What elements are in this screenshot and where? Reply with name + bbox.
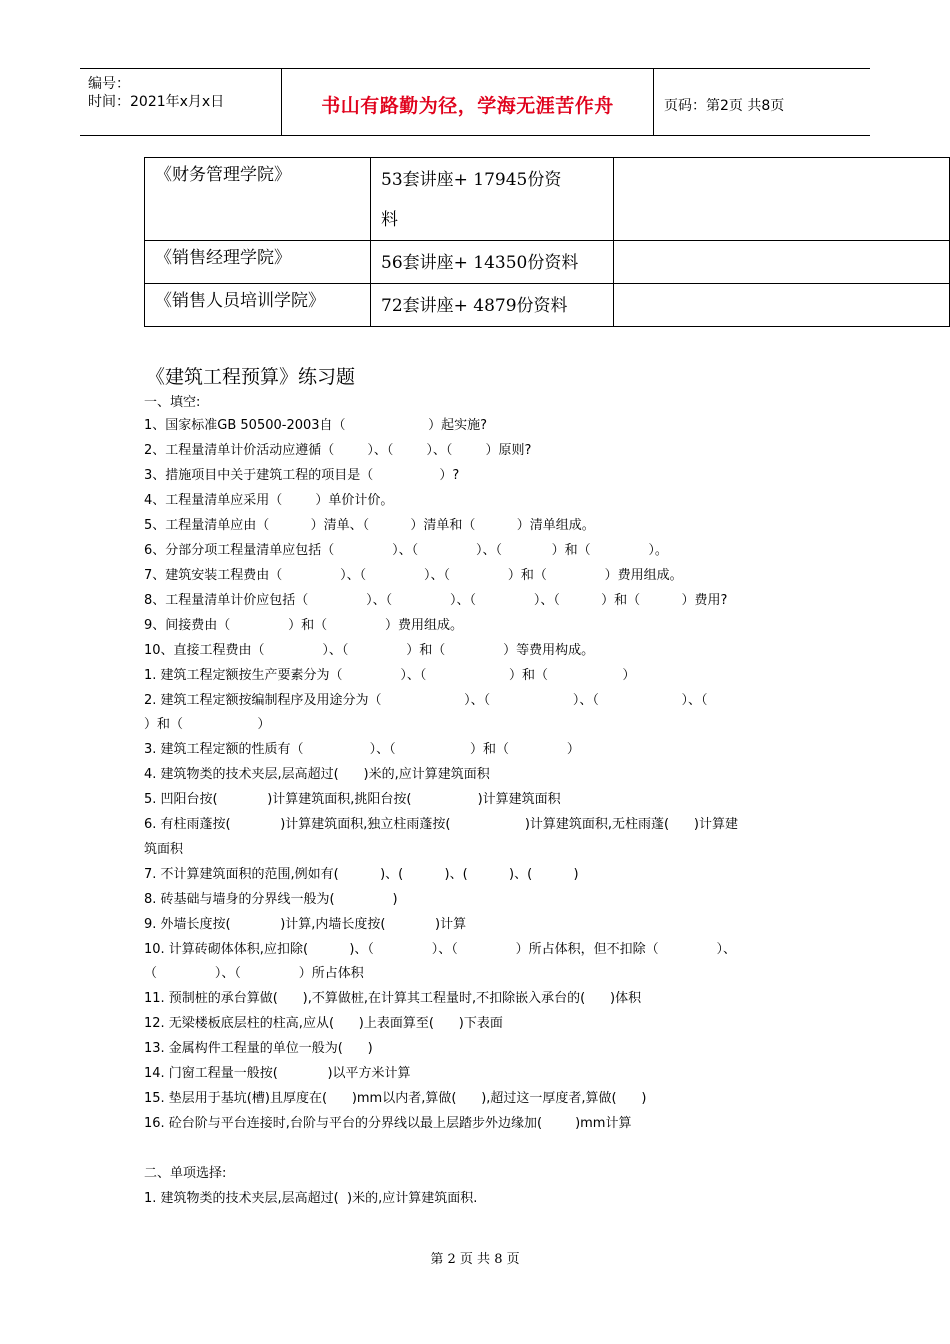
question-line: 7. 不计算建筑面积的范围,例如有( )、( )、( )、( ) [144, 867, 579, 882]
resource-desc [371, 284, 614, 327]
question-line: ）和（ ） [144, 717, 271, 732]
number-label: 编号： [88, 76, 130, 92]
question-line: 1. 建筑物类的技术夹层,层高超过( )米的,应计算建筑面积. [144, 1191, 478, 1206]
document-header [80, 68, 870, 136]
resource-note [614, 158, 950, 241]
resource-desc-line: 53套讲座+ 17945份资 [381, 170, 562, 190]
question-line: 9. 外墙长度按( )计算,内墙长度按( )计算 [144, 917, 467, 932]
header-meta-cell [80, 69, 282, 135]
table-row [145, 284, 950, 327]
table-row [145, 241, 950, 284]
exercise-title: 《建筑工程预算》练习题 [146, 366, 356, 388]
question-line: 10. 计算砖砌体体积,应扣除( )、（ ）、（ ）所占体积，但不扣除（ ）、 [144, 942, 736, 957]
question-line: 2. 建筑工程定额按编制程序及用途分为（ ）、（ ）、（ ）、（ [144, 693, 708, 708]
question-line: 4. 建筑物类的技术夹层,层高超过( )米的,应计算建筑面积 [144, 767, 490, 782]
question-line: 6. 有柱雨蓬按( )计算建筑面积,独立柱雨蓬按( )计算建筑面积,无柱雨蓬( )计算建 [144, 817, 738, 832]
resource-desc-line: 料 [381, 210, 398, 230]
resource-name: 《销售经理学院》 [145, 241, 371, 284]
question-line: 14. 门窗工程量一般按( )以平方米计算 [144, 1066, 411, 1081]
resource-table [144, 157, 950, 327]
table-row [145, 158, 950, 241]
question-line: 5、工程量清单应由（ ）清单、（ ）清单和（ ）清单组成。 [144, 518, 595, 533]
question-line: 12. 无梁楼板底层柱的柱高,应从( )上表面算至( )下表面 [144, 1016, 503, 1031]
question-line: 6、分部分项工程量清单应包括（ ）、（ ）、（ ）和（ ）。 [144, 543, 668, 558]
question-line: 8. 砖基础与墙身的分界线一般为( ) [144, 892, 398, 907]
time-label: 时间：2021年x月x日 [88, 94, 225, 110]
resource-desc-line: 56套讲座+ 14350份资料 [381, 253, 579, 273]
question-line: 5. 凹阳台按( )计算建筑面积,挑阳台按( )计算建筑面积 [144, 792, 561, 807]
question-line: 7、建筑安装工程费由（ ）、（ ）、（ ）和（ ）费用组成。 [144, 568, 683, 583]
resource-name: 《销售人员培训学院》 [145, 284, 371, 327]
page-footer: 第 2 页 共 8 页 [430, 1252, 520, 1267]
question-line: 筑面积 [144, 842, 184, 857]
question-line: 3、措施项目中关于建筑工程的项目是（ ）? [144, 468, 460, 483]
question-line: 1. 建筑工程定额按生产要素分为（ ）、（ ）和（ ） [144, 668, 636, 683]
header-page-cell [654, 69, 870, 135]
question-line: 15. 垫层用于基坑(槽)且厚度在( )mm以内者,算做( ),超过这一厚度者,算做( ) [144, 1091, 647, 1106]
motto-text: 书山有路勤为径，学海无涯苦作舟 [321, 95, 614, 117]
question-line: （ ）、（ ）所占体积 [144, 966, 364, 981]
question-line: 9、间接费由（ ）和（ ）费用组成。 [144, 618, 463, 633]
resource-note [614, 284, 950, 327]
resource-note [614, 241, 950, 284]
resource-desc-line: 72套讲座+ 4879份资料 [381, 296, 568, 316]
question-line: 1、国家标准GB 50500-2003自（ ）起实施? [144, 418, 488, 433]
question-line: 10、直接工程费由（ ）、（ ）和（ ）等费用构成。 [144, 643, 595, 658]
resource-name: 《财务管理学院》 [145, 158, 371, 241]
resource-desc [371, 241, 614, 284]
question-line: 8、工程量清单计价应包括（ ）、（ ）、（ ）、（ ）和（ ）费用? [144, 593, 728, 608]
question-line: 13. 金属构件工程量的单位一般为( ) [144, 1041, 373, 1056]
resource-desc [371, 158, 614, 241]
header-motto-cell [282, 69, 654, 135]
question-line: 11. 预制桩的承台算做( ),不算做桩,在计算其工程量时,不扣除嵌入承台的( )体积 [144, 991, 642, 1006]
section-heading: 一、填空: [144, 395, 201, 410]
question-line: 16. 砼台阶与平台连接时,台阶与平台的分界线以最上层踏步外边缘加( )mm计算 [144, 1116, 632, 1131]
question-line: 二、单项选择: [144, 1166, 227, 1181]
page-info: 页码：第2页 共8页 [664, 98, 785, 114]
question-line: 3. 建筑工程定额的性质有（ ）、（ ）和（ ） [144, 742, 580, 757]
question-line: 4、工程量清单应采用（ ）单价计价。 [144, 493, 394, 508]
question-line: 2、工程量清单计价活动应遵循（ ）、（ ）、（ ）原则? [144, 443, 532, 458]
